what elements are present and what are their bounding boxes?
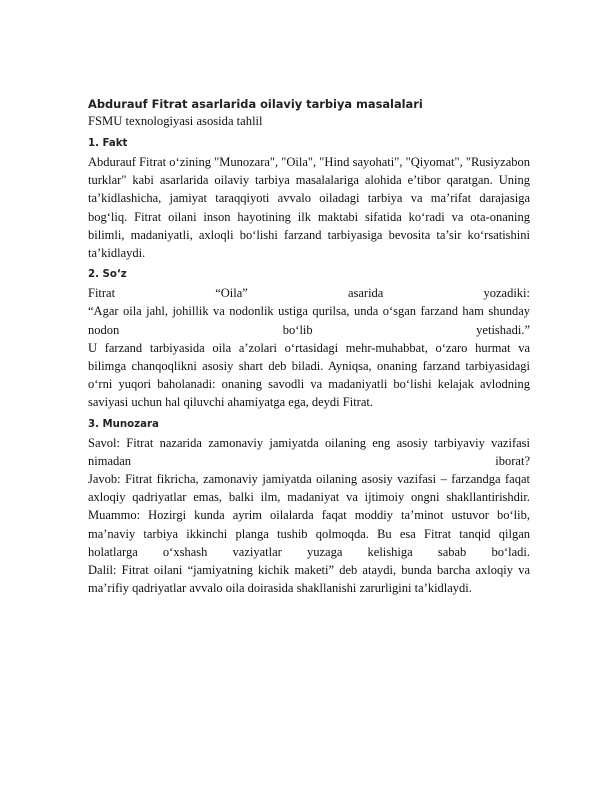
paragraph-quote: “Agar oila jahl, johillik va nodonlik ustiga qurilsa, unda o‘sgan farzand ham shunday nodon bo‘lib yetishadi.” <box>88 304 530 337</box>
section-heading-fakt: 1. Fakt <box>88 138 128 149</box>
paragraph-fakt: Abdurauf Fitrat o‘zining "Munozara", "Oila", "Hind sayohati", "Qiyomat", "Rusiyzabon turklar" kabi asarlarida oilaviy tarbiya masalalariga alohida e’tibor qaratgan. Uning ta’kidlashicha, jamiyat taraqqiyoti avvalo oiladagi tarbiya va ma’rifat darajasiga bog‘liq. Fitrat oilani inson hayotining ilk maktabi sifatida ko‘radi va ota-onaning bilimli, madaniyatli, axloqli bo‘lishi farzand tarbiyasiga bevosita ta’sir ko‘rsatishini ta’kidlaydi. <box>88 155 530 261</box>
section-fakt <box>88 136 530 262</box>
paragraph-intro-line: Fitrat “Oila” asarida yozadiki: <box>88 286 530 301</box>
section-soz <box>88 267 530 411</box>
document-subtitle: FSMU texnologiyasi asosida tahlil <box>88 114 263 128</box>
section-munozara <box>88 417 530 598</box>
paragraph-javob: Javob: Fitrat fikricha, zamonaviy jamiyatda oilaning asosiy vazifasi – farzandga faqat axloqiy qadriyatlar emas, balki ilm, madaniyat va ijtimoiy ongni shakllantirishdir. <box>88 472 530 505</box>
section-heading-soz: 2. So‘z <box>88 269 127 281</box>
document-title: Abdurauf Fitrat asarlarida oilaviy tarbiya masalalari <box>88 97 423 111</box>
paragraph-muammo: Muammo: Hozirgi kunda ayrim oilalarda faqat moddiy ta’minot ustuvor bo‘lib, ma’naviy tarbiya ikkinchi planga tushib qolmoqda. Bu esa Fitrat tanqid qilgan holatlarga o‘xshash vaziyatlar yuzaga kelishiga sabab bo‘ladi. <box>88 508 530 559</box>
paragraph-dalil: Dalil: Fitrat oilani “jamiyatning kichik maketi” deb ataydi, bunda barcha axloqiy va ma’rifiy qadriyatlar avvalo oila doirasida shakllanishi zarurligini ta’kidlaydi. <box>88 563 530 596</box>
section-heading-munozara: 3. Munozara <box>88 418 159 430</box>
paragraph-soz-body: U farzand tarbiyasida oila a’zolari o‘rtasidagi mehr-muhabbat, o‘zaro hurmat va bilimga chanqoqlikni asosiy shart deb biladi. Ayniqsa, onaning farzand tarbiyasidagi o‘rni yuqori baholanadi: onaning savodli va madaniyatli bo‘lishi kelajak avlodning saviyasi uchun hal qiluvchi ahamiyatga ega, deydi Fitrat. <box>88 340 530 410</box>
document-body <box>88 96 530 597</box>
paragraph-savol: Savol: Fitrat nazarida zamonaviy jamiyatda oilaning eng asosiy tarbiyaviy vazifasi nimadan iborat? <box>88 435 530 468</box>
